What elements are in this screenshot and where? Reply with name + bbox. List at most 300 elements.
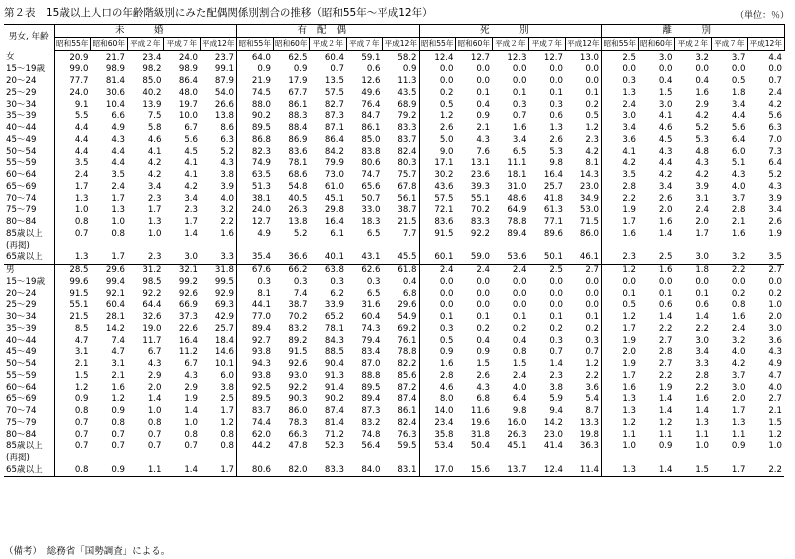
data-cell: 0.2 <box>731 288 746 299</box>
year-header: 平成７年 <box>529 38 566 51</box>
data-cell: 5.2 <box>768 170 782 181</box>
data-cell: 3.8 <box>220 170 234 181</box>
data-cell: 1.2 <box>602 264 639 276</box>
data-cell: 16.4 <box>324 217 344 228</box>
data-cell: 4.2 <box>184 181 198 192</box>
data-cell: 67.8 <box>397 181 417 192</box>
data-cell: 77.0 <box>237 312 274 324</box>
row-label: 75〜79 <box>4 205 54 217</box>
data-cell: 29.6 <box>397 300 417 311</box>
data-cell: 60.1 <box>419 252 456 264</box>
data-cell: 68.9 <box>397 99 417 110</box>
data-cell: 2.7 <box>565 264 602 276</box>
data-cell <box>237 240 274 252</box>
data-cell: 45.5 <box>397 252 417 263</box>
data-cell <box>748 453 785 465</box>
data-cell: 9.8 <box>512 406 527 417</box>
data-cell: 2.4 <box>456 264 493 276</box>
data-cell: 1.0 <box>147 228 162 239</box>
data-cell: 88.3 <box>288 111 308 122</box>
data-cell: 4.0 <box>220 193 234 204</box>
data-cell: 31.0 <box>507 181 527 192</box>
data-cell: 4.7 <box>768 370 782 381</box>
data-cell: 36.6 <box>288 252 308 263</box>
data-cell: 38.1 <box>237 193 274 205</box>
data-cell: 13.3 <box>579 417 599 428</box>
data-cell: 63.5 <box>237 170 274 182</box>
row-label: 45〜49 <box>4 347 54 359</box>
data-cell: 6.5 <box>512 146 527 157</box>
data-cell: 0.5 <box>585 111 599 122</box>
data-cell: 16.0 <box>507 417 527 428</box>
data-cell: 57.5 <box>324 87 344 98</box>
data-cell: 38.7 <box>288 300 308 311</box>
data-cell <box>54 453 91 465</box>
data-cell: 2.4 <box>602 99 639 111</box>
group-header-widowed: 死 別 <box>419 25 602 38</box>
data-cell: 0.0 <box>419 300 456 312</box>
data-cell: 82.2 <box>397 359 417 370</box>
page-title: 第２表 15歳以上人口の年齢階級別にみた配偶関係別割合の推移（昭和55年〜平成12年） <box>4 7 433 19</box>
data-cell: 72.1 <box>419 205 456 217</box>
data-cell <box>273 453 310 465</box>
data-cell: 12.3 <box>507 52 527 63</box>
data-cell: 0.0 <box>549 300 563 311</box>
table-row <box>4 394 784 406</box>
data-cell: 0.0 <box>476 64 490 75</box>
data-cell: 76.1 <box>397 335 417 346</box>
row-label: 女 <box>4 51 54 64</box>
data-cell: 4.4 <box>658 158 673 169</box>
data-table <box>4 24 785 477</box>
data-cell: 1.4 <box>638 464 675 476</box>
data-cell: 83.8 <box>361 146 381 157</box>
data-cell: 92.7 <box>237 335 274 347</box>
data-cell: 4.4 <box>54 134 91 146</box>
data-cell: 86.4 <box>178 76 198 87</box>
data-cell: 1.2 <box>768 429 782 440</box>
data-cell: 4.4 <box>111 158 125 169</box>
data-cell: 6.4 <box>512 394 527 405</box>
row-label: 60〜64 <box>4 170 54 182</box>
data-cell: 89.6 <box>543 228 563 239</box>
data-cell: 81.4 <box>105 76 125 87</box>
data-cell: 1.0 <box>602 441 639 453</box>
data-cell <box>237 453 274 465</box>
data-cell: 88.5 <box>324 347 344 358</box>
data-cell: 0.8 <box>220 429 234 440</box>
data-cell <box>492 240 529 252</box>
data-cell: 1.4 <box>184 228 198 239</box>
data-cell: 1.6 <box>695 87 709 98</box>
data-cell: 77.7 <box>54 76 91 88</box>
data-cell: 23.6 <box>470 170 490 181</box>
data-cell: 70.2 <box>470 205 490 216</box>
data-cell: 99.5 <box>214 276 234 287</box>
data-cell: 64.0 <box>237 51 274 64</box>
data-cell: 3.7 <box>731 370 746 381</box>
data-cell: 1.4 <box>184 406 198 417</box>
data-cell: 67.7 <box>288 87 308 98</box>
data-cell <box>127 240 164 252</box>
data-cell: 17.9 <box>288 76 308 87</box>
data-cell: 0.0 <box>768 276 782 287</box>
data-cell: 1.4 <box>164 464 201 476</box>
data-cell: 0.8 <box>731 300 746 311</box>
data-cell: 7.7 <box>402 228 417 239</box>
data-cell: 2.8 <box>602 181 639 193</box>
data-cell: 2.2 <box>748 464 785 476</box>
data-cell: 23.0 <box>543 429 563 440</box>
data-cell: 6.5 <box>366 288 381 299</box>
data-cell: 2.5 <box>658 252 673 263</box>
data-cell: 1.4 <box>147 394 162 405</box>
row-label: 20〜24 <box>4 76 54 88</box>
data-cell: 1.3 <box>549 123 563 134</box>
data-cell: 1.0 <box>54 205 91 217</box>
data-cell: 0.6 <box>366 64 381 75</box>
data-cell: 4.7 <box>111 347 125 358</box>
data-cell: 0.0 <box>476 288 490 299</box>
data-cell: 26.3 <box>507 429 527 440</box>
data-cell <box>492 453 529 465</box>
data-cell: 54.0 <box>214 87 234 98</box>
row-label: 15〜19歳 <box>4 64 54 76</box>
data-cell: 1.9 <box>602 335 639 347</box>
data-cell: 1.9 <box>184 394 198 405</box>
data-cell: 67.6 <box>237 264 274 276</box>
data-cell <box>456 240 493 252</box>
data-cell: 0.0 <box>658 276 673 287</box>
data-cell: 1.3 <box>602 394 639 406</box>
data-cell: 1.7 <box>731 406 746 417</box>
data-cell: 0.1 <box>549 312 563 323</box>
data-cell: 2.2 <box>585 370 599 381</box>
data-cell: 12.7 <box>237 217 274 229</box>
data-cell <box>383 453 420 465</box>
data-cell: 3.2 <box>695 52 709 63</box>
data-cell: 21.5 <box>54 312 91 324</box>
data-cell: 85.0 <box>361 134 381 145</box>
data-cell: 2.5 <box>529 264 566 276</box>
data-cell: 0.0 <box>549 76 563 87</box>
data-cell: 28.1 <box>105 312 125 323</box>
data-cell: 0.0 <box>768 64 782 75</box>
data-cell: 25.7 <box>214 323 234 334</box>
data-cell: 82.3 <box>237 146 274 158</box>
data-cell: 66.2 <box>273 264 310 276</box>
data-cell: 78.8 <box>507 217 527 228</box>
data-cell: 2.0 <box>602 347 639 359</box>
data-cell: 86.9 <box>288 134 308 145</box>
data-cell: 14.3 <box>579 170 599 181</box>
data-cell: 13.8 <box>288 217 308 228</box>
data-cell: 1.0 <box>111 217 125 228</box>
data-cell: 76.3 <box>397 429 417 440</box>
data-cell: 0.4 <box>476 335 490 346</box>
data-cell: 0.3 <box>602 76 639 88</box>
data-cell: 93.0 <box>288 370 308 381</box>
data-cell: 83.2 <box>361 417 381 428</box>
data-cell: 31.8 <box>470 429 490 440</box>
data-cell: 1.7 <box>200 464 237 476</box>
data-cell: 9.4 <box>549 406 563 417</box>
data-cell: 0.5 <box>602 300 639 312</box>
data-cell: 31.6 <box>361 300 381 311</box>
data-cell: 0.9 <box>54 394 91 406</box>
data-cell: 3.1 <box>695 193 709 204</box>
table-row <box>4 276 784 288</box>
data-cell: 5.2 <box>293 228 308 239</box>
data-cell: 1.4 <box>658 406 673 417</box>
data-cell: 0.2 <box>549 323 563 334</box>
data-cell: 89.2 <box>288 335 308 346</box>
data-cell: 2.8 <box>419 370 456 382</box>
table-row <box>4 87 784 99</box>
data-cell: 2.2 <box>602 193 639 205</box>
data-cell: 55.1 <box>54 300 91 312</box>
data-cell: 77.1 <box>543 217 563 228</box>
data-cell: 23.4 <box>419 417 456 429</box>
data-cell: 19.0 <box>142 323 162 334</box>
year-header: 平成２年 <box>127 38 164 51</box>
data-cell: 0.0 <box>695 64 709 75</box>
data-cell: 66.3 <box>288 429 308 440</box>
data-cell: 0.9 <box>476 347 490 358</box>
data-cell: 16.4 <box>178 335 198 346</box>
data-cell: 4.6 <box>658 123 673 134</box>
data-cell: 92.6 <box>178 288 198 299</box>
data-cell: 34.9 <box>579 193 599 204</box>
data-cell: 4.6 <box>419 382 456 394</box>
table-row <box>4 406 784 418</box>
header-year-row <box>4 38 784 51</box>
data-cell: 4.2 <box>695 111 709 122</box>
data-cell: 0.0 <box>549 288 563 299</box>
data-cell: 1.4 <box>658 312 673 323</box>
data-cell: 0.1 <box>512 312 527 323</box>
data-cell: 1.6 <box>419 359 456 371</box>
table-row <box>4 64 784 76</box>
data-cell: 0.0 <box>512 276 527 287</box>
table-body <box>4 51 784 477</box>
data-cell: 12.7 <box>543 52 563 63</box>
data-cell: 91.5 <box>419 228 456 240</box>
data-cell: 2.5 <box>602 51 639 64</box>
row-label: 35〜39 <box>4 323 54 335</box>
data-cell: 41.8 <box>543 193 563 204</box>
data-cell: 1.2 <box>111 394 125 405</box>
data-cell: 58.2 <box>397 52 417 63</box>
data-cell <box>200 240 237 252</box>
data-cell: 5.1 <box>731 158 746 169</box>
data-cell: 64.4 <box>142 300 162 311</box>
data-cell: 59.0 <box>470 252 490 263</box>
data-cell: 3.8 <box>220 382 234 393</box>
data-cell: 0.1 <box>585 312 599 323</box>
data-cell: 99.1 <box>214 64 234 75</box>
data-cell: 0.7 <box>768 76 782 87</box>
data-cell: 1.1 <box>731 429 746 440</box>
data-cell: 4.5 <box>184 146 198 157</box>
data-cell: 98.2 <box>142 64 162 75</box>
year-header: 昭和60年 <box>456 38 493 51</box>
year-header: 昭和60年 <box>638 38 675 51</box>
data-cell: 17.0 <box>419 464 456 476</box>
data-cell: 2.4 <box>512 370 527 381</box>
data-cell: 2.9 <box>184 382 198 393</box>
data-cell: 9.1 <box>54 99 91 111</box>
data-cell: 0.0 <box>419 276 456 288</box>
data-cell: 86.1 <box>288 99 308 110</box>
data-cell <box>346 453 383 465</box>
data-cell: 0.0 <box>695 276 709 287</box>
data-cell: 3.7 <box>731 193 746 204</box>
data-cell: 1.1 <box>658 429 673 440</box>
table-row <box>4 323 784 335</box>
data-cell: 4.1 <box>658 111 673 122</box>
data-cell: 6.5 <box>366 228 381 239</box>
data-cell <box>711 240 748 252</box>
data-cell: 3.4 <box>768 205 782 216</box>
data-cell <box>711 453 748 465</box>
data-cell: 3.1 <box>111 359 125 370</box>
table-row <box>4 417 784 429</box>
data-cell: 4.2 <box>147 158 162 169</box>
data-cell: 90.3 <box>288 394 308 405</box>
data-cell: 73.0 <box>324 170 344 181</box>
data-cell: 92.5 <box>237 382 274 394</box>
data-cell <box>456 453 493 465</box>
table-row <box>4 217 784 229</box>
data-cell: 74.3 <box>361 323 381 334</box>
data-cell: 4.3 <box>476 382 490 393</box>
year-header: 昭和55年 <box>602 38 639 51</box>
data-cell: 2.0 <box>731 394 746 405</box>
data-cell: 83.1 <box>383 464 420 476</box>
data-cell: 0.4 <box>658 76 673 87</box>
data-cell <box>310 240 347 252</box>
data-cell: 69.2 <box>397 323 417 334</box>
data-cell: 4.4 <box>768 52 782 63</box>
year-header: 平成２年 <box>675 38 712 51</box>
data-cell: 59.5 <box>397 441 417 452</box>
data-cell: 4.0 <box>731 181 746 192</box>
data-cell: 9.8 <box>549 158 563 169</box>
data-cell: 62.6 <box>346 264 383 276</box>
row-label: 85歳以上 <box>4 441 54 453</box>
data-cell <box>565 453 602 465</box>
data-cell: 3.5 <box>602 170 639 182</box>
data-cell: 0.0 <box>585 76 599 87</box>
row-label: 80〜84 <box>4 217 54 229</box>
data-cell: 11.7 <box>142 335 162 346</box>
data-cell: 80.6 <box>237 464 274 476</box>
data-cell: 86.0 <box>579 228 599 239</box>
data-cell: 35.4 <box>237 252 274 264</box>
data-cell: 42.9 <box>214 312 234 323</box>
data-cell <box>602 453 639 465</box>
data-cell: 0.7 <box>111 441 125 452</box>
data-cell: 80.3 <box>397 158 417 169</box>
data-cell: 0.0 <box>476 76 490 87</box>
data-cell: 68.6 <box>288 170 308 181</box>
data-cell: 4.2 <box>695 170 709 181</box>
data-cell: 16.4 <box>543 170 563 181</box>
data-cell: 4.7 <box>54 335 91 347</box>
data-cell: 2.7 <box>658 335 673 346</box>
data-cell: 1.3 <box>54 193 91 205</box>
header-group-row <box>4 25 784 38</box>
data-cell: 9.0 <box>419 146 456 158</box>
data-cell: 0.2 <box>768 288 782 299</box>
data-cell: 44.1 <box>237 300 274 312</box>
table-row <box>4 252 784 264</box>
table-row <box>4 240 784 252</box>
data-cell: 84.0 <box>346 464 383 476</box>
year-header: 平成７年 <box>711 38 748 51</box>
data-cell: 0.0 <box>585 288 599 299</box>
data-cell: 0.9 <box>476 111 490 122</box>
data-cell: 2.4 <box>54 170 91 182</box>
data-cell: 2.6 <box>476 370 490 381</box>
data-cell: 0.0 <box>419 76 456 88</box>
data-cell: 0.7 <box>549 347 563 358</box>
data-cell: 7.0 <box>768 134 782 145</box>
data-cell: 6.7 <box>184 359 198 370</box>
data-cell: 2.3 <box>602 252 639 264</box>
data-cell: 1.6 <box>602 228 639 240</box>
data-cell: 0.9 <box>731 441 746 452</box>
data-cell <box>638 240 675 252</box>
data-cell: 1.2 <box>585 359 599 370</box>
data-cell <box>273 240 310 252</box>
data-cell: 4.1 <box>184 158 198 169</box>
data-cell: 4.3 <box>731 170 746 181</box>
data-cell: 2.4 <box>768 87 782 98</box>
data-cell: 2.0 <box>147 382 162 393</box>
data-cell: 0.1 <box>602 288 639 300</box>
data-cell: 0.0 <box>512 288 527 299</box>
data-cell <box>310 453 347 465</box>
data-cell: 45.1 <box>507 441 527 452</box>
data-cell: 0.3 <box>585 335 599 346</box>
data-cell: 1.6 <box>602 382 639 394</box>
data-cell: 28.5 <box>54 264 91 276</box>
data-cell: 78.1 <box>324 323 344 334</box>
data-cell: 29.8 <box>324 205 344 216</box>
data-cell: 0.6 <box>549 111 563 122</box>
data-cell: 0.0 <box>512 76 527 87</box>
data-cell: 63.8 <box>310 264 347 276</box>
data-cell: 88.0 <box>237 99 274 111</box>
data-cell: 0.2 <box>419 87 456 99</box>
data-cell: 23.4 <box>142 52 162 63</box>
table-row <box>4 111 784 123</box>
data-cell: 23.7 <box>214 52 234 63</box>
data-cell: 43.6 <box>419 181 456 193</box>
data-cell: 70.2 <box>288 312 308 323</box>
data-cell: 78.1 <box>288 158 308 169</box>
data-cell: 1.2 <box>54 382 91 394</box>
data-cell: 69.3 <box>214 300 234 311</box>
data-cell: 4.3 <box>111 134 125 145</box>
data-cell: 4.9 <box>768 359 782 370</box>
data-cell: 0.5 <box>419 335 456 347</box>
data-cell: 0.0 <box>512 64 527 75</box>
row-label: (再掲) <box>4 453 54 465</box>
data-cell: 91.5 <box>54 288 91 300</box>
